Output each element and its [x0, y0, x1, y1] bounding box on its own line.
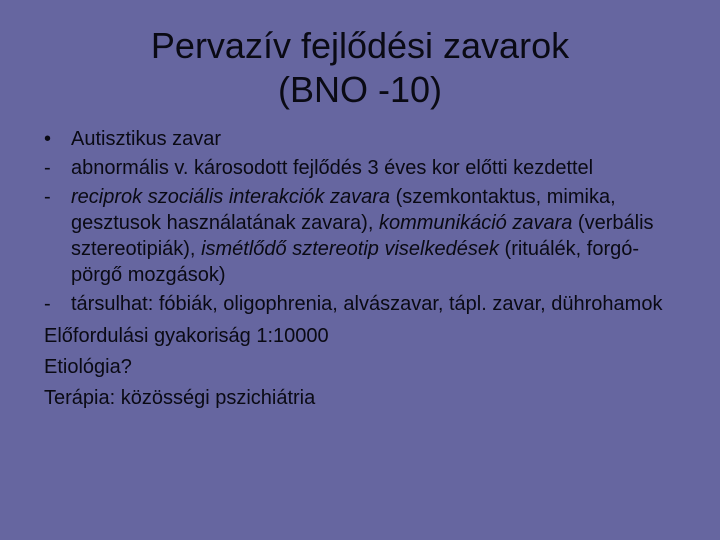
- text-stereotyped-detail: (rituálék, forgó-pörgő mozgások): [71, 238, 640, 286]
- list-item-comorbidity: [44, 291, 684, 317]
- emphasis-social: reciprok szociális interakciók zavara: [71, 186, 391, 208]
- list-item-text: társulhat: fóbiák, oligophrenia, alvászavar, tápl. zavar, dührohamok: [71, 293, 663, 315]
- therapy-line: Terápia: közösségi pszichiátria: [44, 387, 316, 409]
- prevalence-line: Előfordulási gyakoriság 1:10000: [44, 325, 329, 347]
- list-item-symptoms: [44, 184, 684, 288]
- text-social-detail: (szemkontaktus, mimika, gesztusok használatának zavara),: [71, 186, 616, 234]
- emphasis-communication: kommunikáció zavara: [378, 212, 573, 234]
- list-item-text: abnormális v. károsodott fejlődés 3 éves kor előtti kezdettel: [71, 157, 594, 179]
- bullet-marker: •: [44, 128, 52, 150]
- emphasis-stereotyped: ismétlődő sztereotip viselkedések: [201, 238, 499, 260]
- slide-body: [44, 126, 684, 411]
- dash-marker: -: [44, 293, 51, 315]
- list-item-onset: [44, 155, 684, 181]
- list-item-text: Autisztikus zavar: [71, 128, 222, 150]
- dash-marker: -: [44, 186, 51, 208]
- title-line-2: (BNO -10): [277, 69, 443, 110]
- list-item-text: [71, 184, 684, 288]
- text-communication-detail: (verbális sztereotipiák),: [71, 212, 654, 260]
- list-item-autism: [44, 126, 684, 152]
- slide-title: [0, 24, 720, 112]
- etiology-line: Etiológia?: [44, 356, 132, 378]
- title-line-1: Pervazív fejlődési zavarok: [150, 25, 570, 66]
- dash-marker: -: [44, 157, 51, 179]
